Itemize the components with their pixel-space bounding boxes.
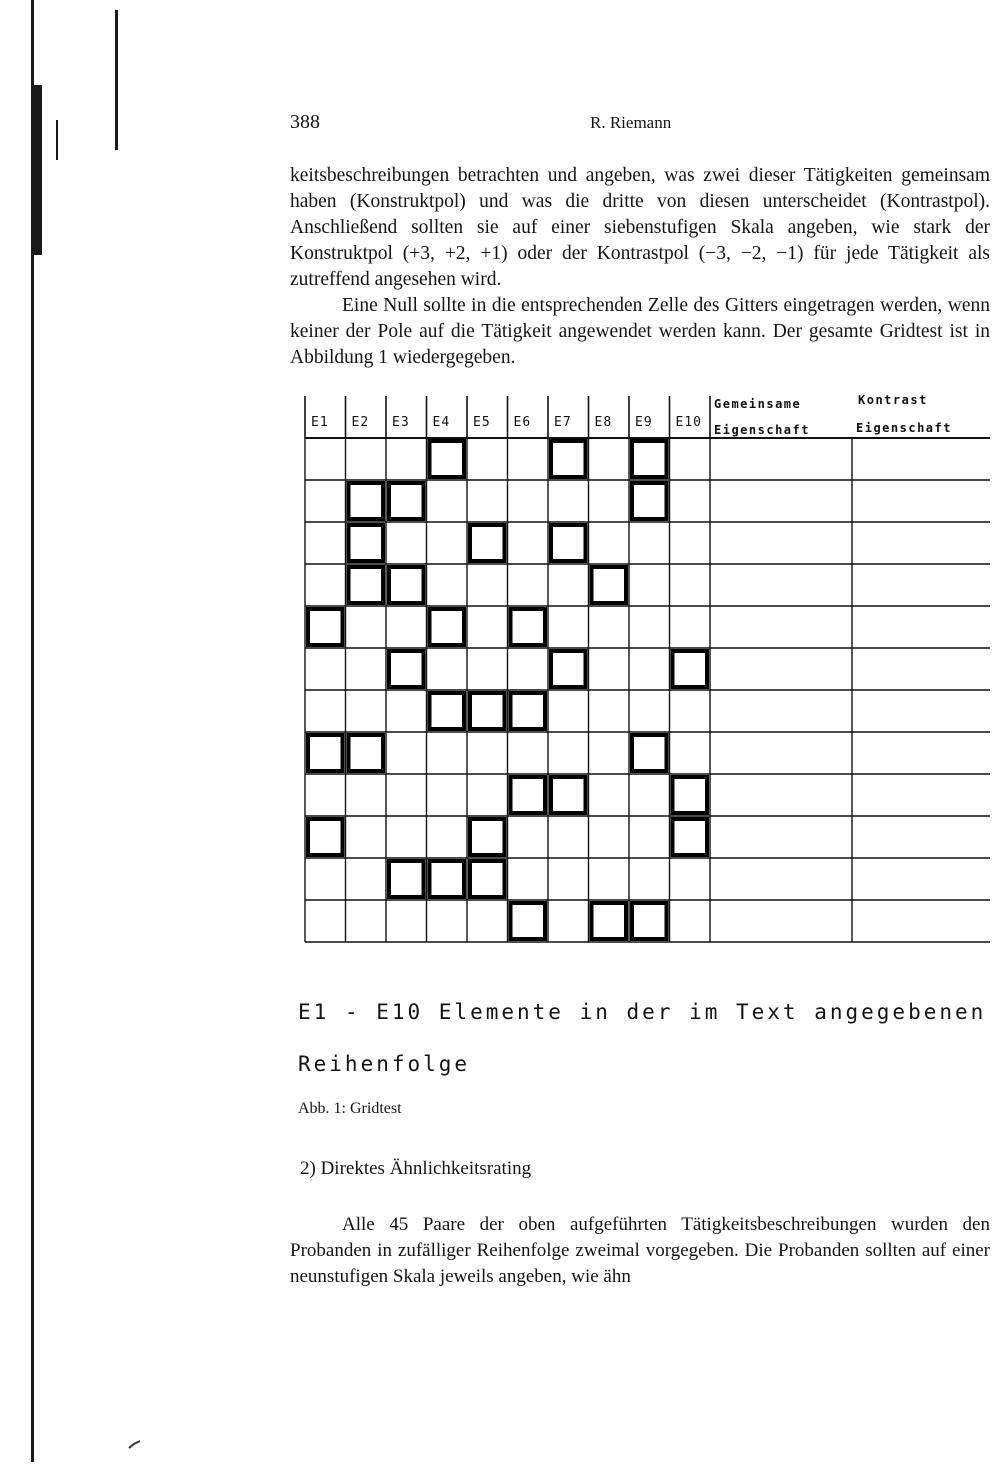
repertory-grid-figure — [302, 392, 992, 952]
section-text — [290, 1212, 990, 1290]
common-header-line-1: Gemeinsame — [714, 397, 802, 411]
element-header-e7: E7 — [554, 415, 572, 430]
ink-speck — [128, 1440, 142, 1450]
triad-mark-row5-e6 — [511, 609, 546, 645]
scan-edge-bar — [34, 85, 42, 255]
triad-mark-row8-e2 — [349, 735, 384, 771]
triad-mark-row11-e3 — [389, 861, 424, 897]
triad-mark-row7-e5 — [470, 693, 505, 729]
triad-mark-row12-e9 — [632, 903, 667, 939]
page-header — [290, 111, 990, 141]
element-header-e1: E1 — [311, 415, 329, 430]
triad-mark-row6-e7 — [551, 651, 586, 687]
paragraph-1: keitsbeschreibungen betrachten und angeben, was zwei dieser Tätigkeiten gemeinsam haben (Konstruktpol) und was die dritte von diesen unterscheidet (Kontrastpol). Anschließend sollten sie auf einer siebenstufigen Skala angeben, wie stark der Konstruktpol (+3, +2, +1) oder der Kontrastpol (−3, −2, −1) für jede Tätigkeit als zutreffend angesehen wird. — [290, 165, 990, 290]
triad-mark-row9-e10 — [673, 777, 708, 813]
page-number: 388 — [290, 111, 320, 133]
paragraph-2: Eine Null sollte in die entsprechenden Zelle des Gitters eingetragen werden, wenn keiner der Pole auf die Tätigkeit angewendet werden kann. Der gesamte Gridtest ist in Abbildung 1 wiedergegeben. — [290, 295, 990, 368]
triad-mark-row3-e2 — [349, 525, 384, 561]
triad-mark-row5-e4 — [430, 609, 465, 645]
element-header-e2: E2 — [351, 415, 370, 430]
element-header-e4: E4 — [432, 415, 451, 430]
figure-label: Abb. 1: Gridtest — [298, 1100, 402, 1117]
triad-mark-row10-e10 — [673, 819, 708, 855]
triad-mark-row9-e7 — [551, 777, 586, 813]
element-header-e8: E8 — [594, 415, 613, 430]
intro-text — [290, 163, 990, 371]
section-paragraph: Alle 45 Paare der oben aufgeführten Tätigkeitsbeschreibungen wurden den Probanden in zufälliger Reihenfolge zweimal vorgegeben. Die Probanden sollten auf einer neunstufigen Skala jeweils angeben, wie ähn — [290, 1214, 990, 1287]
element-header-e3: E3 — [392, 415, 410, 430]
triad-mark-row12-e6 — [511, 903, 546, 939]
triad-mark-row1-e9 — [632, 441, 667, 477]
triad-mark-row4-e3 — [389, 567, 424, 603]
element-header-e6: E6 — [513, 415, 532, 430]
triad-mark-row10-e5 — [470, 819, 505, 855]
repertory-grid — [302, 392, 992, 952]
element-header-e10: E10 — [675, 415, 702, 430]
figure-caption-line-2: Reihenfolge — [298, 1052, 471, 1076]
figure-caption-line-1: E1 - E10 Elemente in der im Text angegebenen — [298, 1000, 987, 1024]
triad-mark-row11-e5 — [470, 861, 505, 897]
triad-mark-row3-e7 — [551, 525, 586, 561]
triad-mark-row4-e8 — [592, 567, 627, 603]
contrast-header-line-1: Kontrast — [858, 393, 928, 407]
triad-mark-row9-e6 — [511, 777, 546, 813]
contrast-header-line-2: Eigenschaft — [856, 421, 952, 435]
section-heading: 2) Direktes Ähnlichkeitsrating — [300, 1158, 532, 1179]
running-head-author: R. Riemann — [590, 113, 672, 132]
triad-mark-row7-e6 — [511, 693, 546, 729]
scan-edge-mark — [56, 120, 58, 160]
element-header-e9: E9 — [635, 415, 653, 430]
triad-mark-row2-e9 — [632, 483, 667, 519]
triad-mark-row12-e8 — [592, 903, 627, 939]
triad-mark-row2-e3 — [389, 483, 424, 519]
element-header-e5: E5 — [473, 415, 491, 430]
triad-mark-row11-e4 — [430, 861, 465, 897]
triad-mark-row8-e1 — [308, 735, 343, 771]
triad-mark-row4-e2 — [349, 567, 384, 603]
triad-mark-row6-e3 — [389, 651, 424, 687]
triad-mark-row3-e5 — [470, 525, 505, 561]
triad-mark-row10-e1 — [308, 819, 343, 855]
triad-mark-row6-e10 — [673, 651, 708, 687]
triad-mark-row5-e1 — [308, 609, 343, 645]
scan-edge-line-inner — [115, 10, 118, 150]
common-header-line-2: Eigenschaft — [714, 423, 810, 437]
triad-mark-row1-e4 — [430, 441, 465, 477]
triad-mark-row2-e2 — [349, 483, 384, 519]
triad-mark-row8-e9 — [632, 735, 667, 771]
triad-mark-row7-e4 — [430, 693, 465, 729]
triad-mark-row1-e7 — [551, 441, 586, 477]
